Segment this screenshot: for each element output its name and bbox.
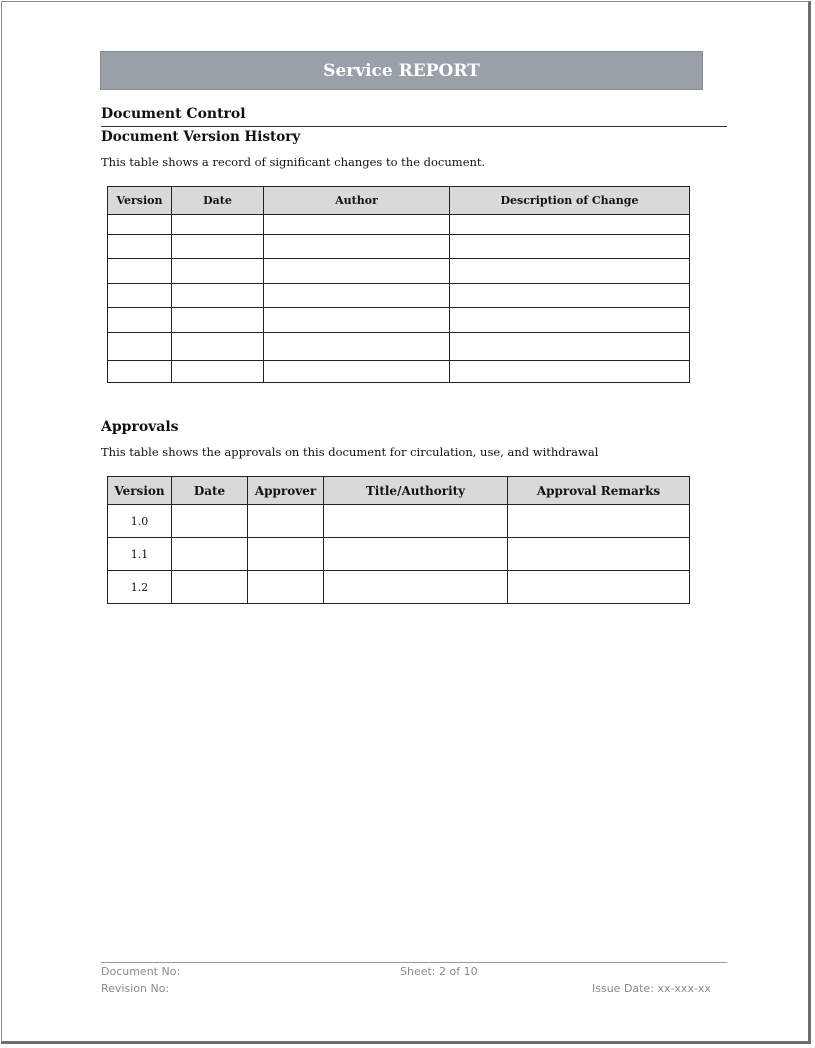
table-cell[interactable] bbox=[450, 259, 690, 284]
table-cell[interactable] bbox=[172, 308, 264, 333]
table-cell[interactable] bbox=[508, 571, 690, 604]
table-cell[interactable] bbox=[508, 505, 690, 538]
column-header-date: Date bbox=[172, 477, 248, 505]
version-history-table bbox=[107, 186, 690, 383]
table-cell[interactable] bbox=[264, 284, 450, 308]
table-cell[interactable] bbox=[108, 333, 172, 361]
column-header-approval-remarks: Approval Remarks bbox=[508, 477, 690, 505]
table-header-row bbox=[108, 477, 690, 505]
table-cell[interactable] bbox=[172, 361, 264, 383]
table-cell[interactable] bbox=[508, 538, 690, 571]
table-row bbox=[108, 538, 690, 571]
table-cell[interactable] bbox=[172, 259, 264, 284]
approvals-heading: Approvals bbox=[101, 419, 179, 435]
table-cell[interactable] bbox=[450, 235, 690, 259]
table-cell[interactable] bbox=[248, 571, 324, 604]
footer-revision-no: Revision No: bbox=[101, 982, 170, 995]
table-row bbox=[108, 361, 690, 383]
table-cell[interactable] bbox=[172, 284, 264, 308]
table-cell[interactable] bbox=[450, 361, 690, 383]
table-cell[interactable] bbox=[172, 571, 248, 604]
table-cell[interactable] bbox=[172, 235, 264, 259]
table-row bbox=[108, 333, 690, 361]
table-row bbox=[108, 308, 690, 333]
table-cell[interactable] bbox=[450, 308, 690, 333]
footer-divider bbox=[101, 962, 727, 963]
table-cell[interactable] bbox=[264, 259, 450, 284]
footer-document-no: Document No: bbox=[101, 965, 181, 978]
table-cell[interactable] bbox=[172, 333, 264, 361]
column-header-title-authority: Title/Authority bbox=[324, 477, 508, 505]
table-row bbox=[108, 284, 690, 308]
table-row bbox=[108, 215, 690, 235]
table-cell[interactable] bbox=[248, 538, 324, 571]
table-row bbox=[108, 505, 690, 538]
table-cell[interactable] bbox=[264, 361, 450, 383]
table-cell[interactable] bbox=[172, 505, 248, 538]
table-cell[interactable] bbox=[324, 505, 508, 538]
table-header-row bbox=[108, 187, 690, 215]
table-cell[interactable] bbox=[264, 333, 450, 361]
column-header-author: Author bbox=[264, 187, 450, 215]
version-cell: 1.1 bbox=[108, 538, 172, 571]
heading-divider bbox=[101, 126, 727, 127]
table-cell[interactable] bbox=[172, 538, 248, 571]
approvals-intro: This table shows the approvals on this document for circulation, use, and withdrawal bbox=[101, 445, 599, 459]
version-cell: 1.0 bbox=[108, 505, 172, 538]
table-cell[interactable] bbox=[264, 308, 450, 333]
table-cell[interactable] bbox=[108, 235, 172, 259]
table-cell[interactable] bbox=[450, 215, 690, 235]
table-cell[interactable] bbox=[172, 215, 264, 235]
table-cell[interactable] bbox=[108, 284, 172, 308]
table-cell[interactable] bbox=[324, 571, 508, 604]
footer-sheet-number: Sheet: 2 of 10 bbox=[400, 965, 478, 978]
table-cell[interactable] bbox=[450, 284, 690, 308]
table-row bbox=[108, 571, 690, 604]
version-history-intro: This table shows a record of significant changes to the document. bbox=[101, 155, 486, 169]
table-row bbox=[108, 259, 690, 284]
table-cell[interactable] bbox=[248, 505, 324, 538]
table-cell[interactable] bbox=[108, 259, 172, 284]
table-cell[interactable] bbox=[108, 308, 172, 333]
table-cell[interactable] bbox=[324, 538, 508, 571]
column-header-version: Version bbox=[108, 187, 172, 215]
table-cell[interactable] bbox=[450, 333, 690, 361]
table-cell[interactable] bbox=[264, 235, 450, 259]
footer-issue-date: Issue Date: xx-xxx-xx bbox=[592, 982, 711, 995]
document-control-heading: Document Control bbox=[101, 106, 246, 122]
table-row bbox=[108, 235, 690, 259]
approvals-table bbox=[107, 476, 690, 604]
document-title: Service REPORT bbox=[100, 51, 703, 90]
table-cell[interactable] bbox=[108, 361, 172, 383]
version-history-heading: Document Version History bbox=[101, 129, 301, 145]
table-cell[interactable] bbox=[264, 215, 450, 235]
table-cell[interactable] bbox=[108, 215, 172, 235]
column-header-approver: Approver bbox=[248, 477, 324, 505]
column-header-date: Date bbox=[172, 187, 264, 215]
version-cell: 1.2 bbox=[108, 571, 172, 604]
column-header-description: Description of Change bbox=[450, 187, 690, 215]
column-header-version: Version bbox=[108, 477, 172, 505]
